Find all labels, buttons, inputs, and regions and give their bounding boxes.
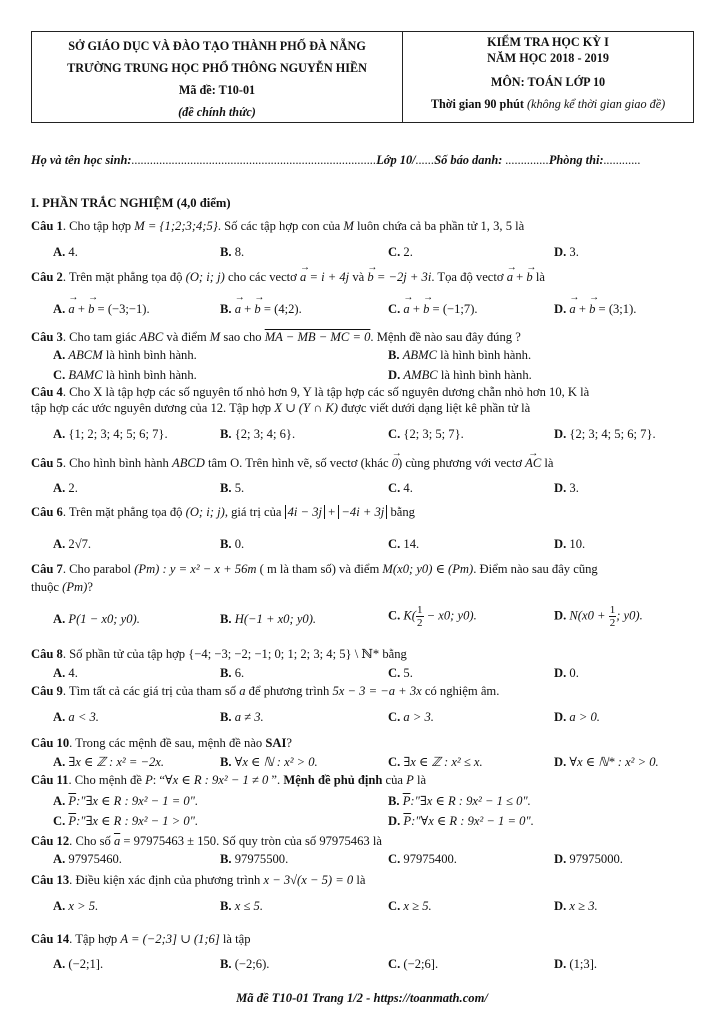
option-b[interactable]: B. H(−1 + x0; y0).	[220, 612, 317, 626]
option-a[interactable]: A. 97975460.	[53, 852, 122, 866]
class-label: Lớp 10/	[376, 153, 416, 167]
option-d[interactable]: D. (1;3].	[554, 957, 598, 971]
option-d[interactable]: D. ∀x ∈ ℕ* : x² > 0.	[554, 755, 659, 769]
option-d[interactable]: D. → a + → b = (3;1).	[554, 302, 636, 317]
option-b[interactable]: B. (−2;6).	[220, 957, 270, 971]
option-a[interactable]: A. $\overline{P}:"\exists x$ ∈ R : 9x² − 1 = 0".	[53, 794, 199, 808]
option-b[interactable]: B. → a + → b = (4;2).	[220, 302, 302, 317]
option-a[interactable]: A. 2√7.	[53, 537, 92, 551]
option-b[interactable]: B. 6.	[220, 666, 245, 680]
option-b[interactable]: B. x ≤ 5.	[220, 899, 263, 913]
class-blank: ......	[415, 153, 435, 167]
question-3-options-row2	[53, 368, 693, 384]
name-label: Họ và tên học sinh:	[31, 153, 132, 167]
room-blank: ............	[603, 153, 641, 167]
option-d[interactable]: D. a > 0.	[554, 710, 600, 724]
exam-code: Mã đề: T10-01	[178, 83, 256, 97]
room-label: Phòng thi:	[548, 153, 604, 167]
id-blank: ..............	[502, 153, 549, 167]
option-b[interactable]: B. {2; 3; 4; 6}.	[220, 427, 296, 441]
option-c[interactable]: C. K( $\frac{1}{2}$ − x0; y0).	[388, 604, 477, 629]
question-10-options	[53, 754, 693, 770]
option-b[interactable]: B. $\overline{P}:"\exists x$ ∈ R : 9x² − 1 ≤ 0".	[388, 794, 531, 808]
option-d[interactable]: D. {2; 3; 4; 5; 6; 7}.	[554, 427, 656, 441]
option-c[interactable]: C. {2; 3; 5; 7}.	[388, 427, 464, 441]
department-name: SỞ GIÁO DỤC VÀ ĐÀO TẠO THÀNH PHỐ ĐÀ NẴNG	[68, 39, 366, 53]
option-c[interactable]: C. → a + → b = (−1;7).	[388, 302, 478, 317]
section-title: I. PHẦN TRẮC NGHIỆM (4,0 điểm)	[31, 196, 231, 210]
option-b[interactable]: B. ∀x ∈ ℕ : x² > 0.	[220, 755, 318, 769]
question-2-options	[53, 302, 693, 318]
option-a[interactable]: A. → a + → b = (−3;−1).	[53, 302, 150, 317]
option-d[interactable]: D. 97975000.	[554, 852, 623, 866]
option-c[interactable]: C. (−2;6].	[388, 957, 439, 971]
question-8-options	[53, 666, 693, 682]
option-a[interactable]: A. 4.	[53, 666, 78, 680]
question-2: Câu 2. Trên mặt phẳng tọa độ (O; i; j) cho các vectơ → a = i + 4j và → b = −2j + 3i. Tọa độ vectơ → a + → b là	[31, 270, 697, 285]
question-7-line2: thuộc (Pm)?	[31, 580, 93, 594]
subject: MÔN: TOÁN LỚP 10	[490, 75, 606, 89]
option-a[interactable]: A. 4.	[53, 245, 78, 259]
question-1: Câu 1. Cho tập hợp M = {1;2;3;4;5}. Số các tập hợp con của M luôn chứa cả ba phần tử 1, 3, 5 là	[31, 219, 525, 233]
question-10: Câu 10. Trong các mệnh đề sau, mệnh đề nào SAI?	[31, 736, 292, 750]
question-1-options	[53, 245, 693, 261]
question-5-options	[53, 481, 693, 497]
option-a[interactable]: A. a < 3.	[53, 710, 99, 724]
option-b[interactable]: B. 5.	[220, 481, 245, 495]
header-school-info	[32, 32, 403, 122]
question-13: Câu 13. Điều kiện xác định của phương trình x − 3√(x − 5) = 0 là	[31, 873, 366, 887]
option-d[interactable]: D. N(x0 + $\frac{1}{2}$ ; y0).	[554, 604, 643, 629]
question-7: Câu 7. Cho parabol (Pm) : y = x² − x + 56m ( m là tham số) và điểm M(x0; y0) ∈ (Pm). Điểm nào sau đây cũng	[31, 562, 598, 576]
question-14: Câu 14. Tập hợp A = (−2;3] ∪ (1;6] là tập	[31, 932, 251, 946]
question-11-options-row2	[53, 813, 693, 829]
option-c[interactable]: C. $\overline{P}:"\exists x$ ∈ R : 9x² − 1 > 0".	[53, 814, 199, 828]
time-limit: Thời gian 90 phút (không kể thời gian giao đề)	[430, 97, 666, 111]
question-3-options-row1	[53, 348, 693, 364]
option-c[interactable]: C. 2.	[388, 245, 413, 259]
option-b[interactable]: B. ABMC là hình bình hành.	[388, 348, 532, 362]
option-d[interactable]: D. 3.	[554, 481, 579, 495]
option-d[interactable]: D. x ≥ 3.	[554, 899, 598, 913]
option-d[interactable]: D. AMBC là hình bình hành.	[388, 368, 532, 382]
option-c[interactable]: C. ∃x ∈ ℤ : x² ≤ x.	[388, 755, 483, 769]
question-3: Câu 3. Cho tam giác ABC và điểm M sao cho MA − MB − MC = 0. Mệnh đề nào sau đây đúng ?	[31, 330, 521, 344]
official-note: (đề chính thức)	[178, 105, 256, 119]
option-a[interactable]: A. x > 5.	[53, 899, 99, 913]
school-year: NĂM HỌC 2018 - 2019	[487, 51, 609, 65]
question-12-options	[53, 852, 693, 868]
question-6-options	[53, 537, 693, 553]
question-4-line2: tập hợp các ước nguyên dương của 12. Tập hợp X ∪ (Y ∩ K) được viết dưới dạng liệt kê phần tử là	[31, 401, 531, 415]
question-7-options	[53, 604, 693, 629]
exam-header	[31, 31, 694, 123]
header-exam-info	[403, 32, 693, 122]
option-c[interactable]: C. 97975400.	[388, 852, 457, 866]
option-a[interactable]: A. 2.	[53, 481, 78, 495]
question-9: Câu 9. Tìm tất cả các giá trị của tham số a để phương trình 5x − 3 = −a + 3x có nghiệm âm.	[31, 684, 500, 698]
option-a[interactable]: A. {1; 2; 3; 4; 5; 6; 7}.	[53, 427, 168, 441]
option-d[interactable]: D. 10.	[554, 537, 586, 551]
question-11: Câu 11. Cho mệnh đề P: “∀x ∈ R : 9x² − 1 ≠ 0 ”. Mệnh đề phủ định của P là	[31, 773, 427, 787]
question-5: Câu 5. Cho hình bình hành ABCD tâm O. Trên hình vẽ, số vectơ (khác → 0) cùng phương với vectơ → AC là	[31, 456, 697, 471]
option-a[interactable]: A. ∃x ∈ ℤ : x² = −2x.	[53, 755, 165, 769]
school-name: TRƯỜNG TRUNG HỌC PHỔ THÔNG NGUYỄN HIỀN	[67, 61, 367, 75]
name-blank: ...............................................................................	[131, 153, 377, 167]
option-b[interactable]: B. 97975500.	[220, 852, 289, 866]
question-6: Câu 6. Trên mặt phẳng tọa độ (O; i; j), giá trị của 4i − 3j + −4i + 3j bằng	[31, 505, 415, 519]
option-b[interactable]: B. 8.	[220, 245, 245, 259]
question-4-options	[53, 427, 693, 443]
question-8: Câu 8. Số phần tử của tập hợp {−4; −3; −2; −1; 0; 1; 2; 3; 4; 5} \ ℕ* bằng	[31, 647, 407, 661]
option-a[interactable]: A. P(1 − x0; y0).	[53, 612, 140, 626]
question-9-options	[53, 710, 693, 726]
page-footer: Mã đề T10-01 Trang 1/2 - https://toanmath.com/	[236, 991, 488, 1005]
option-a[interactable]: A. ABCM là hình bình hành.	[53, 348, 197, 362]
option-b[interactable]: B. a ≠ 3.	[220, 710, 264, 724]
option-c[interactable]: C. a > 3.	[388, 710, 434, 724]
question-14-options	[53, 957, 693, 973]
question-11-options-row1	[53, 793, 693, 809]
student-info-line	[31, 153, 701, 168]
option-c[interactable]: C. x ≥ 5.	[388, 899, 432, 913]
question-13-options	[53, 899, 693, 915]
option-a[interactable]: A. (−2;1].	[53, 957, 104, 971]
option-c[interactable]: C. 5.	[388, 666, 413, 680]
option-c[interactable]: C. 4.	[388, 481, 413, 495]
option-c[interactable]: C. BAMC là hình bình hành.	[53, 368, 197, 382]
question-4: Câu 4. Cho X là tập hợp các số nguyên tố nhỏ hơn 9, Y là tập hợp các số nguyên dương chẵn nhỏ hơn 10, K là	[31, 385, 590, 399]
id-label: Số báo danh:	[434, 153, 503, 167]
option-c[interactable]: C. 14.	[388, 537, 420, 551]
question-12: Câu 12. Cho số $\overline{a} = 97975463 \pm 150$. Số quy tròn của số 97975463 là	[31, 834, 382, 848]
option-d[interactable]: D. 0.	[554, 666, 579, 680]
option-b[interactable]: B. 0.	[220, 537, 245, 551]
option-d[interactable]: D. 3.	[554, 245, 579, 259]
exam-title: KIỂM TRA HỌC KỲ I	[487, 35, 609, 49]
option-d[interactable]: D. $\overline{P}:"\forall x$ ∈ R : 9x² − 1 = 0".	[388, 814, 534, 828]
